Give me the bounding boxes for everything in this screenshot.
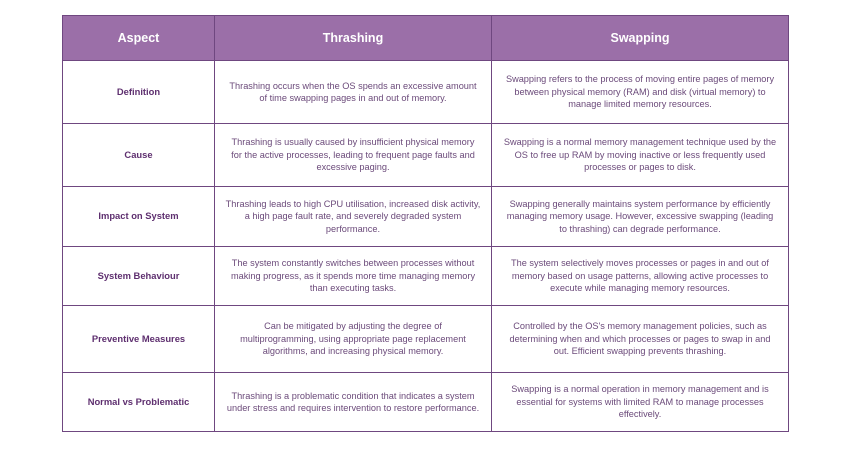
thrashing-cell: Can be mitigated by adjusting the degree of multiprogramming, using appropriate page replacement algorithms, and increasing physical memory. (215, 306, 492, 373)
header-thrashing: Thrashing (215, 16, 492, 61)
thrashing-cell: Thrashing leads to high CPU utilisation, increased disk activity, a high page fault rate, and severely degraded system performance. (215, 187, 492, 247)
table-header-row (63, 16, 789, 61)
comparison-table (62, 15, 789, 432)
table-row (63, 124, 789, 187)
table-row (63, 187, 789, 247)
aspect-cell: Cause (63, 124, 215, 187)
aspect-cell: System Behaviour (63, 247, 215, 306)
table-row (63, 306, 789, 373)
thrashing-cell: The system constantly switches between processes without making progress, as it spends more time managing memory than executing tasks. (215, 247, 492, 306)
aspect-cell: Impact on System (63, 187, 215, 247)
header-aspect: Aspect (63, 16, 215, 61)
swapping-cell: Swapping is a normal memory management technique used by the OS to free up RAM by moving inactive or less frequently used processes or pages to disk. (492, 124, 789, 187)
table-row (63, 247, 789, 306)
aspect-cell: Normal vs Problematic (63, 373, 215, 432)
aspect-cell: Preventive Measures (63, 306, 215, 373)
thrashing-cell: Thrashing occurs when the OS spends an excessive amount of time swapping pages in and out of memory. (215, 61, 492, 124)
table-row (63, 61, 789, 124)
swapping-cell: Controlled by the OS's memory management policies, such as determining when and which processes or pages to swap in and out. Efficient swapping prevents thrashing. (492, 306, 789, 373)
swapping-cell: Swapping refers to the process of moving entire pages of memory between physical memory (RAM) and disk (virtual memory) to manage limited memory resources. (492, 61, 789, 124)
comparison-table-container (62, 15, 788, 432)
thrashing-cell: Thrashing is a problematic condition that indicates a system under stress and requires intervention to restore performance. (215, 373, 492, 432)
swapping-cell: The system selectively moves processes or pages in and out of memory based on usage patterns, allowing active processes to execute while managing memory resources. (492, 247, 789, 306)
thrashing-cell: Thrashing is usually caused by insufficient physical memory for the active processes, leading to frequent page faults and excessive paging. (215, 124, 492, 187)
header-swapping: Swapping (492, 16, 789, 61)
aspect-cell: Definition (63, 61, 215, 124)
swapping-cell: Swapping generally maintains system performance by efficiently managing memory usage. However, excessive swapping (leading to thrashing) can degrade performance. (492, 187, 789, 247)
swapping-cell: Swapping is a normal operation in memory management and is essential for systems with limited RAM to manage processes effectively. (492, 373, 789, 432)
table-row (63, 373, 789, 432)
